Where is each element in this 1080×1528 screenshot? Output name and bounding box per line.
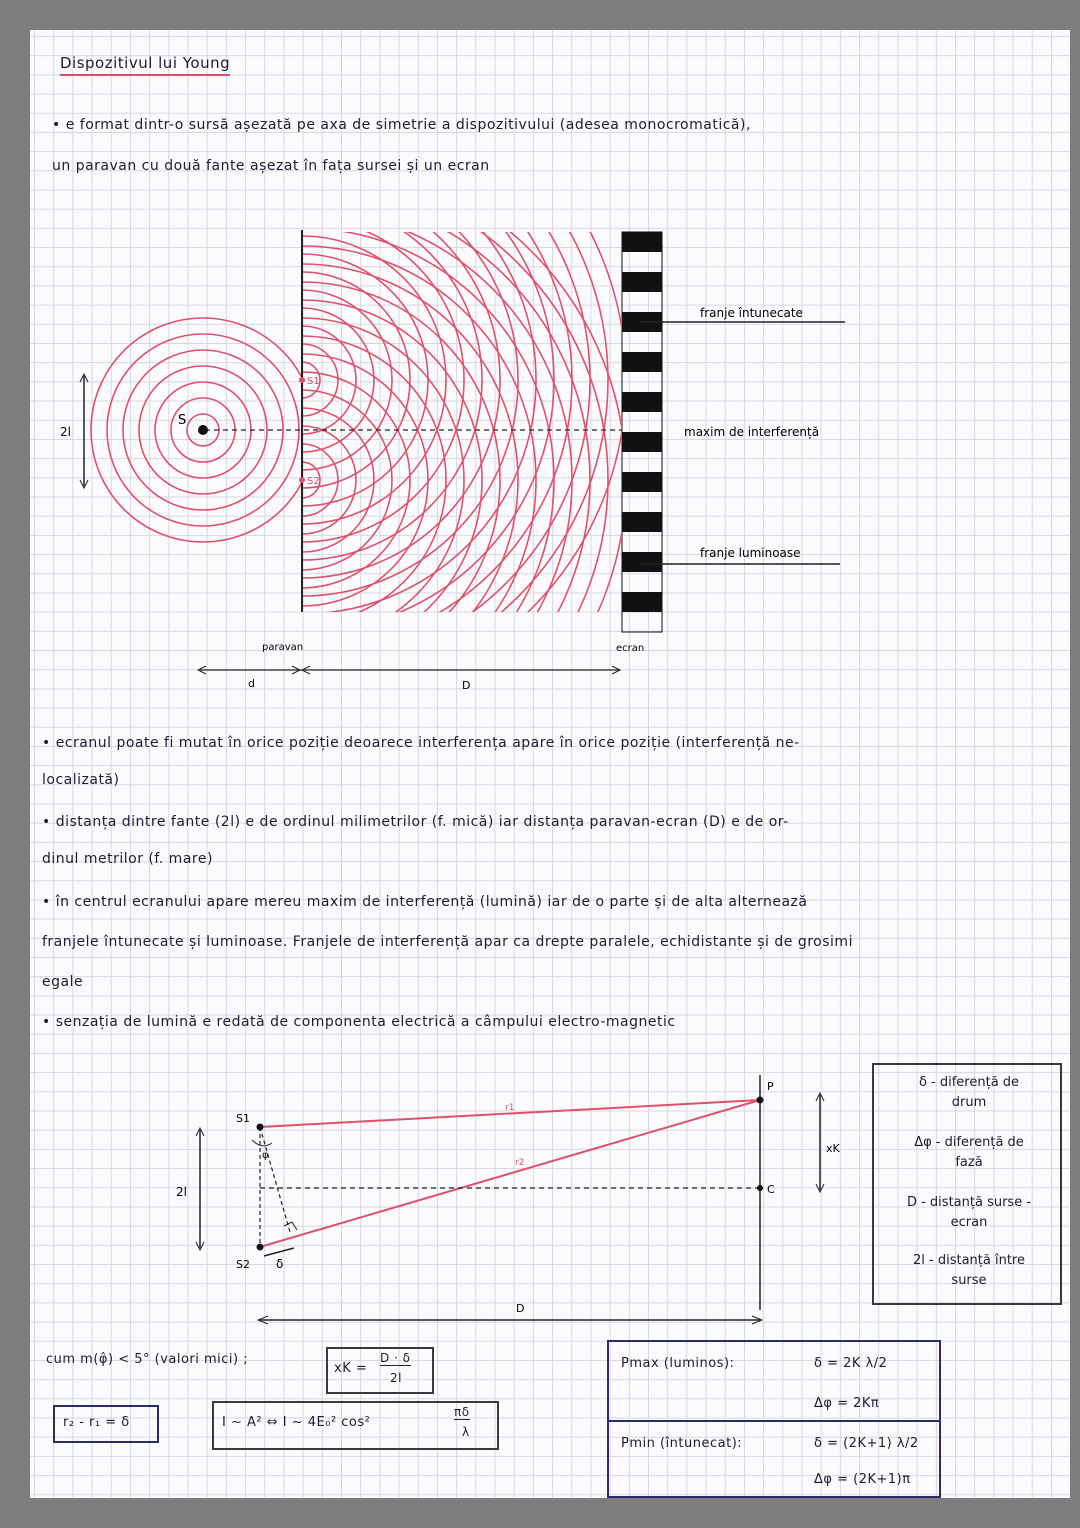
legend-2l-cont: surse: [951, 1273, 987, 1288]
pmin-delta: δ = (2K+1) λ/2: [814, 1436, 919, 1451]
xk-numerator: D · δ: [380, 1351, 411, 1365]
perpendicular-line: [260, 1127, 290, 1232]
s2-point: [257, 1244, 264, 1251]
legend-phase-cont: fază: [955, 1155, 983, 1170]
delta-label: δ: [276, 1257, 284, 1271]
bright-fringes-label: franje luminoase: [700, 546, 801, 560]
legend-2l: 2l - distanță între: [913, 1253, 1025, 1268]
max-interference-label: maxim de interferență: [684, 425, 820, 439]
d-label: d: [248, 677, 255, 690]
barrier-label: paravan: [262, 642, 304, 653]
dark-fringes-label: franje întunecate: [700, 306, 803, 320]
small-angle-condition: cum m(φ̂) < 5° (valori mici) ;: [46, 1352, 249, 1367]
paragraph-3-line-3: egale: [42, 974, 84, 990]
max-min-conditions-box: [607, 1340, 941, 1498]
legend-delta: δ - diferență de: [918, 1075, 1020, 1090]
xk-formula-box: [326, 1347, 434, 1394]
paragraph-4-line-1: • senzația de lumină e redată de componenta electrică a câmpului electro-magnetic: [42, 1014, 676, 1030]
p-label: P: [767, 1080, 774, 1093]
slit2-label: S2: [307, 476, 320, 487]
paragraph-1-line-2: localizată): [42, 772, 120, 788]
paragraph-2-line-2: dinul metrilor (f. mare): [42, 851, 213, 867]
phi-label: φ: [262, 1150, 269, 1161]
pmax-phase: Δφ = 2Kπ: [814, 1396, 880, 1411]
intro-line-2: un paravan cu două fante așezat în fața sursei și un ecran: [52, 158, 490, 174]
xk-formula-left: xK =: [334, 1361, 368, 1376]
pmin-phase: Δφ = (2K+1)π: [814, 1472, 911, 1487]
paragraph-1-line-1: • ecranul poate fi mutat în orice poziție deoarece interferența apare în orice poziție (interferență ne-: [42, 735, 800, 751]
s2-label: S2: [236, 1258, 250, 1271]
paragraph-3-line-1: • în centrul ecranului apare mereu maxim de interferență (lumină) iar de o parte și de alta alternează: [42, 894, 808, 910]
legend-D: D - distanță surse -: [906, 1195, 1032, 1210]
c-label: C: [767, 1183, 775, 1196]
s1-label: S1: [236, 1112, 250, 1125]
D-label: D: [462, 679, 471, 692]
legend-phase: Δφ - diferență de: [914, 1135, 1024, 1150]
paragraph-3-line-2: franjele întunecate și luminoase. Franjele de interferență apar ca drepte paralele, echidistante și de grosimi: [42, 934, 853, 950]
xk-denominator: 2l: [390, 1371, 402, 1385]
intro-line-1: • e format dintr-o sursă așezată pe axa de simetrie a dispozitivului (adesea monocromatică),: [52, 117, 751, 133]
c-point: [757, 1185, 763, 1191]
r1-label: r1: [505, 1103, 515, 1113]
p-point: [757, 1097, 764, 1104]
legend-box: [872, 1063, 1062, 1305]
angle-arc: [252, 1140, 272, 1146]
page-title: Dispozitivul lui Young: [60, 54, 230, 76]
slit1-label: S1: [307, 376, 320, 387]
pmin-label: Pmin (întunecat):: [621, 1436, 743, 1451]
intensity-denominator: λ: [462, 1425, 470, 1439]
r2-label: r2: [515, 1158, 525, 1168]
screen-label: ecran: [616, 643, 645, 654]
D2-label: D: [516, 1302, 525, 1315]
legend-D-cont: ecran: [950, 1215, 988, 1230]
s1-point: [257, 1124, 264, 1131]
separation-label: 2l: [60, 425, 71, 439]
pmax-label: Pmax (luminos):: [621, 1356, 735, 1371]
box-divider: [609, 1420, 939, 1422]
path-diff-formula: r₂ - r₁ = δ: [63, 1415, 130, 1430]
right-angle-mark: [284, 1222, 297, 1230]
pmax-delta: δ = 2K λ/2: [814, 1356, 888, 1371]
intensity-box: [212, 1401, 499, 1450]
paragraph-2-line-1: • distanța dintre fante (2l) e de ordinul milimetrilor (f. mică) iar distanța paravan-ecran (D) e de or-: [42, 814, 789, 830]
xk-label: xK: [826, 1142, 840, 1155]
delta-arrow: [264, 1248, 294, 1256]
intensity-formula: I ~ A² ⇔ I ~ 4E₀² cos²: [222, 1415, 371, 1430]
intensity-numerator: πδ: [454, 1405, 470, 1419]
legend-delta-cont: drum: [951, 1095, 987, 1110]
2l-label: 2l: [176, 1185, 187, 1199]
path-diff-box: [53, 1405, 159, 1443]
source-label: S: [178, 413, 187, 428]
